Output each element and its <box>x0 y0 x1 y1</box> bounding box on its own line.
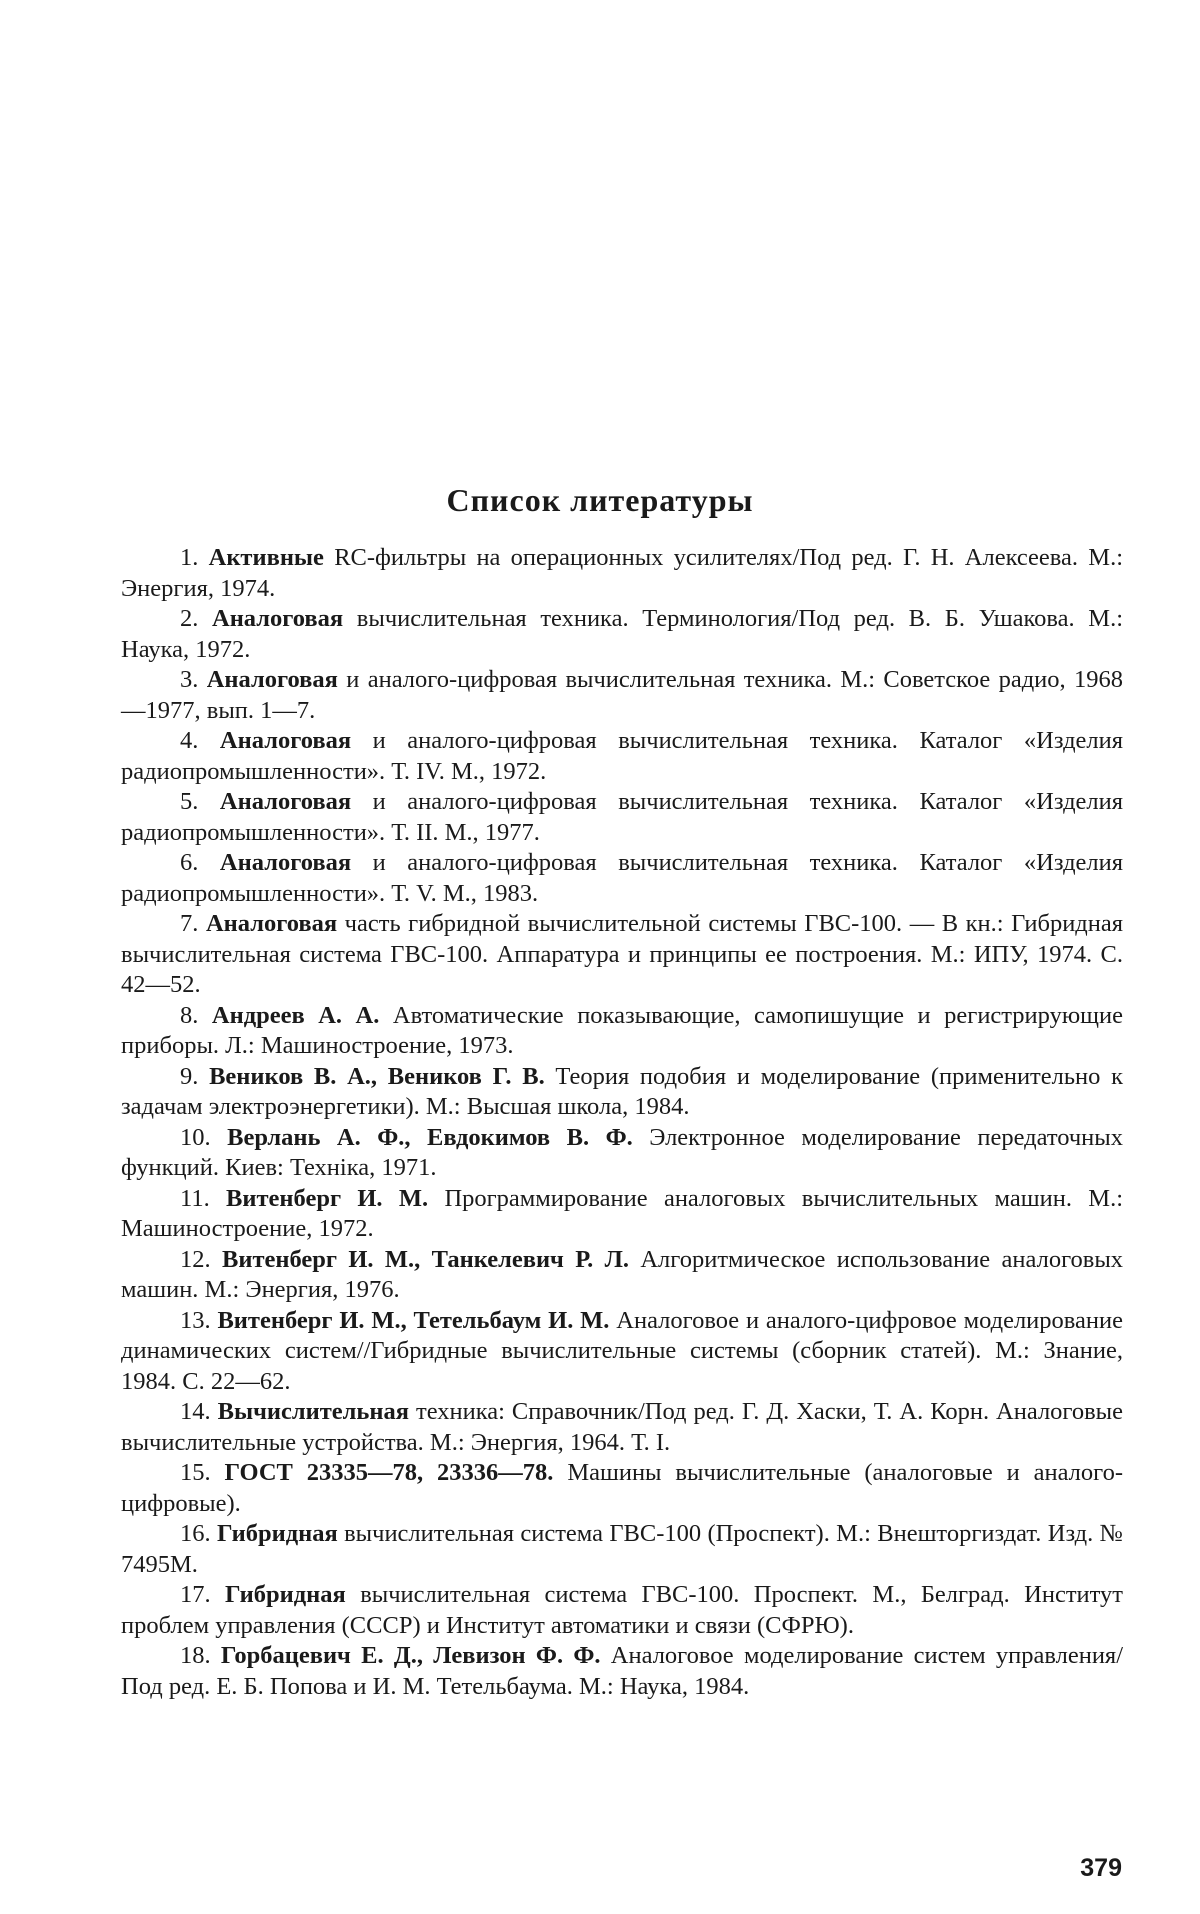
reference-lead: Активные <box>208 544 324 571</box>
reference-item <box>121 848 1123 909</box>
reference-item <box>121 1184 1123 1245</box>
reference-lead: Аналоговая <box>205 910 338 937</box>
reference-item <box>121 1245 1123 1306</box>
reference-lead: Гибридная <box>216 1520 338 1547</box>
reference-text: Теория подобия и моделирование (применительно к задачам электроэнергетики). М.: Высшая школа, 1984. <box>121 1062 1124 1120</box>
reference-item <box>121 787 1123 848</box>
reference-item <box>121 726 1123 787</box>
reference-number: 4. <box>180 727 199 754</box>
reference-text: и аналого-цифровая вычислительная техника. Каталог «Изделия радиопромышленности». Т. V. М., 1983. <box>121 849 1124 907</box>
reference-number: 8. <box>180 1001 199 1029</box>
reference-item <box>121 1519 1123 1580</box>
reference-item <box>121 665 1123 726</box>
reference-item <box>121 1062 1123 1123</box>
reference-item <box>121 1458 1123 1519</box>
reference-item <box>121 543 1123 604</box>
reference-text: Алгоритмическое использование аналоговых машин. М.: Энергия, 1976. <box>121 1245 1124 1303</box>
reference-lead: Андреев А. А. <box>211 1001 380 1029</box>
reference-number: 15. <box>180 1459 211 1486</box>
reference-text: Электронное моделирование передаточных функций. Киев: Технiка, 1971. <box>121 1123 1123 1181</box>
reference-text: и аналого-цифровая вычислительная техника. Каталог «Изделия радиопромышленности». Т. IV. М., 1972. <box>121 727 1124 785</box>
reference-text: Аналоговое моделирование систем управления/Под ред. Е. Б. Попова и И. М. Тетельбаума. М.: Наука, 1984. <box>121 1642 1124 1700</box>
page-number: 379 <box>1080 1854 1122 1882</box>
reference-lead: Веников В. А., Веников Г. В. <box>209 1062 545 1090</box>
reference-number: 16. <box>180 1520 211 1547</box>
reference-item <box>121 1580 1123 1641</box>
reference-number: 7. <box>180 910 199 937</box>
page-title: Список литературы <box>446 482 754 518</box>
reference-lead: Аналоговая <box>206 666 338 693</box>
reference-lead: Гибридная <box>225 1581 346 1608</box>
reference-item <box>121 604 1123 665</box>
reference-number: 11. <box>180 1184 210 1212</box>
reference-lead: ГОСТ 23335—78, 23336—78. <box>224 1459 554 1486</box>
reference-list <box>121 543 1123 1702</box>
reference-item <box>121 1001 1123 1062</box>
reference-item <box>121 909 1123 1001</box>
reference-text: вычислительная техника. Терминология/Под ред. В. Б. Ушакова. М.: Наука, 1972. <box>121 605 1124 663</box>
reference-number: 6. <box>180 849 199 876</box>
reference-lead: Витенберг И. М. <box>226 1184 429 1212</box>
reference-text: вычислительная система ГВС-100. Проспект. М., Белград. Институт проблем управления (СССР) и Институт автоматики и связи (СФРЮ). <box>121 1581 1123 1639</box>
reference-text: часть гибридной вычислительной системы ГВС-100. — В кн.: Гибридная вычислительная система ГВС-100. Аппаратура и принципы ее построения. М.: ИПУ, 1974. С. 42—52. <box>121 910 1124 998</box>
reference-text: Автоматические показывающие, самопишущие и регистрирующие приборы. Л.: Машиностроение, 1973. <box>121 1001 1123 1059</box>
reference-number: 18. <box>180 1642 211 1669</box>
reference-text: и аналого-цифровая вычислительная техника. Каталог «Изделия радиопромышленности». Т. II. М., 1977. <box>121 788 1124 846</box>
reference-text: Программирование аналоговых вычислительных машин. М.: Машиностроение, 1972. <box>121 1184 1124 1242</box>
reference-item <box>121 1397 1123 1458</box>
reference-number: 2. <box>180 605 199 632</box>
reference-text: вычислительная система ГВС-100 (Проспект). М.: Внешторгиздат. Изд. № 7495М. <box>121 1520 1123 1578</box>
reference-item <box>121 1123 1123 1184</box>
reference-lead: Верлань А. Ф., Евдокимов В. Ф. <box>227 1123 633 1151</box>
reference-number: 17. <box>180 1581 211 1608</box>
reference-lead: Горбацевич Е. Д., Левизон Ф. Ф. <box>220 1642 601 1669</box>
reference-number: 5. <box>180 788 199 815</box>
reference-number: 3. <box>180 666 199 693</box>
reference-lead: Аналоговая <box>212 605 344 632</box>
reference-lead: Аналоговая <box>219 727 352 754</box>
reference-lead: Аналоговая <box>219 788 352 815</box>
reference-lead: Витенберг И. М., Тетельбаум И. М. <box>217 1306 610 1334</box>
reference-item <box>121 1641 1123 1702</box>
reference-number: 14. <box>180 1398 211 1425</box>
reference-number: 10. <box>180 1123 211 1151</box>
reference-number: 12. <box>180 1245 211 1273</box>
reference-text: Машины вычислительные (аналоговые и аналого-цифровые). <box>121 1459 1123 1517</box>
reference-text: и аналого-цифровая вычислительная техника. М.: Советское радио, 1968—1977, вып. 1—7. <box>121 666 1124 724</box>
reference-lead: Вычислительная <box>217 1398 409 1425</box>
reference-item <box>121 1306 1123 1398</box>
reference-text: Аналоговое и аналого-цифровое моделирование динамических систем//Гибридные вычислительные системы (сборник статей). М.: Знание, 1984. С. 22—62. <box>121 1306 1124 1395</box>
reference-text: техника: Справочник/Под ред. Г. Д. Хаски, Т. А. Корн. Аналоговые вычислительные устройства. М.: Энергия, 1964. Т. I. <box>121 1398 1124 1456</box>
reference-number: 9. <box>180 1062 199 1090</box>
reference-lead: Аналоговая <box>219 849 352 876</box>
reference-text: RC-фильтры на операционных усилителях/Под ред. Г. Н. Алексеева. М.: Энергия, 1974. <box>121 544 1124 602</box>
reference-lead: Витенберг И. М., Танкелевич Р. Л. <box>221 1245 629 1273</box>
reference-number: 1. <box>180 544 199 571</box>
reference-number: 13. <box>180 1306 211 1334</box>
